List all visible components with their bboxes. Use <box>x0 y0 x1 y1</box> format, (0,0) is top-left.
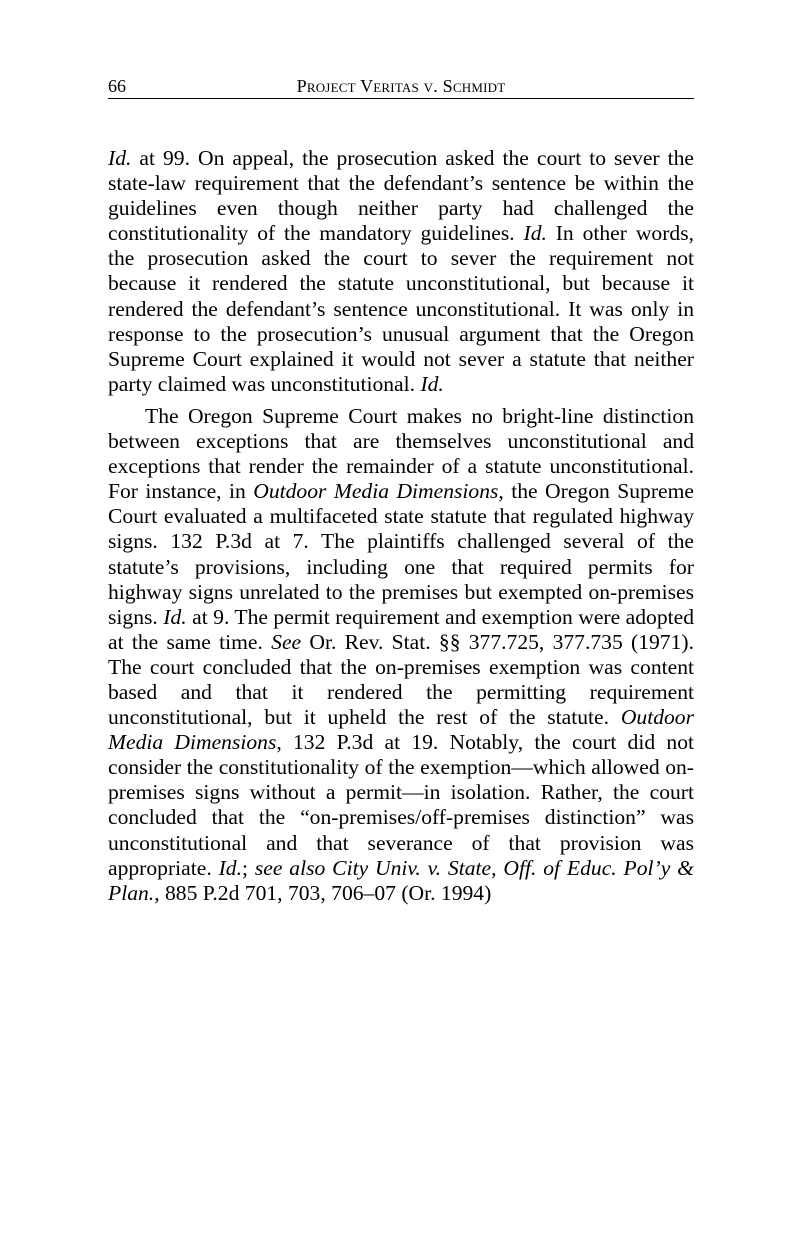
paragraph-text: In other words, the prosecution asked the court to sever the requirement not because it rendered the statute unconstitutional, but because it rendered the defendant’s sentence unconstitutional. It was only in response to the prosecution’s unusual argument that the Oregon Supreme Court explained it would not sever a statute that neither party claimed was unconstitutional. <box>108 221 694 396</box>
paragraph-text: at 9. The permit requirement and exemption were adopted at the same time. <box>108 604 695 654</box>
paragraph-text: ; <box>241 855 255 880</box>
paragraph-text: Or. Rev. Stat. §§ 377.725, 377.735 (1971). The court concluded that the on-premises exemption was content based and that it rendered the permitting requirement unconstitutional, but it upheld the rest of the statute. <box>108 629 694 730</box>
citation-id: Id. <box>163 604 187 629</box>
paragraph-text: , the Oregon Supreme Court evaluated a multifaceted state statute that regulated highway signs. 132 P.3d at 7. The plaintiffs challenged several of the statute’s provisions, including one that required permits for highway signs unrelated to the premises but exempted on-premises signs. <box>108 479 695 629</box>
page-number: 66 <box>108 76 126 96</box>
paragraph-1 <box>108 146 694 397</box>
signal-see: See <box>271 629 302 654</box>
paragraph-2 <box>108 404 694 906</box>
paragraph-text: The Oregon Supreme Court makes no bright-line distinction between exceptions that are themselves unconstitutional and exceptions that render the remainder of a statute unconstitutional. For instance, in <box>108 403 694 504</box>
running-head: Project Veritas v. Schmidt <box>296 76 506 96</box>
page-header <box>108 76 694 99</box>
case-name: Outdoor Media Dimensions <box>108 705 694 755</box>
case-name: Outdoor Media Dimensions <box>253 479 499 504</box>
case-name: see also City Univ. v. State, Off. of Educ. Pol’y & Plan. <box>108 855 694 905</box>
opinion-body <box>108 146 694 906</box>
paragraph-text: at 99. On appeal, the prosecution asked the court to sever the state-law requirement that the defendant’s sentence be within the guidelines even though neither party had challenged the constitutionality of the mandatory guidelines. <box>108 146 694 246</box>
citation-id: Id. <box>108 146 132 170</box>
paragraph-text: , 132 P.3d at 19. Notably, the court did not consider the constitutionality of the exemption—which allowed on-premises signs without a permit—in isolation. Rather, the court concluded that the “on-premises/off-premises distinction” was unconstitutional and that severance of that provision was appropriate. <box>108 730 694 880</box>
citation-id: Id. <box>420 371 444 396</box>
citation-id: Id. <box>218 855 242 880</box>
paragraph-text: , 885 P.2d 701, 703, 706–07 (Or. 1994) <box>154 880 492 905</box>
citation-id: Id. <box>523 221 547 246</box>
